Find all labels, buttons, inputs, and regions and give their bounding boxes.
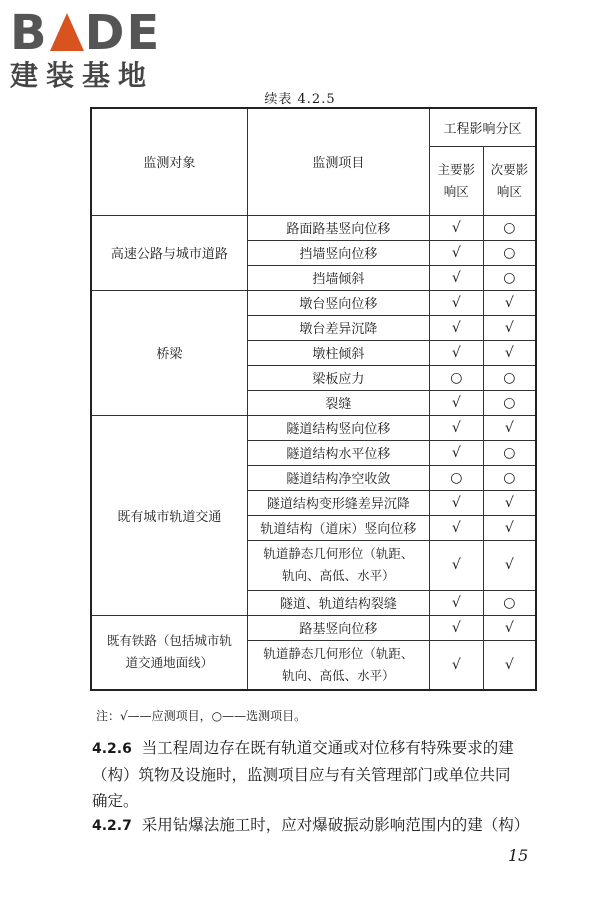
header-object: 监测对象 <box>91 108 247 215</box>
item-cell: 挡墙倾斜 <box>247 265 429 290</box>
logo-wordmark: B DE <box>10 5 162 61</box>
clause-number: 4.2.6 <box>92 741 132 757</box>
secondary-mark: √ <box>483 615 536 640</box>
header-secondary-zone: 次要影 响区 <box>483 146 536 215</box>
monitoring-table <box>90 107 537 691</box>
item-cell: 轨道静态几何形位（轨距、 轨向、高低、水平） <box>247 640 429 690</box>
paragraph-4-2-6: 4.2.6 当工程周边存在既有轨道交通或对位移有特殊要求的建 （构）筑物及设施时，监测项目应与有关管理部门或单位共同 确定。 <box>92 739 514 810</box>
main-mark: √ <box>429 240 483 265</box>
main-mark: √ <box>429 215 483 240</box>
item-cell: 路面路基竖向位移 <box>247 215 429 240</box>
item-cell: 墩柱倾斜 <box>247 340 429 365</box>
secondary-mark: √ <box>483 540 536 590</box>
secondary-mark: √ <box>483 515 536 540</box>
item-cell: 轨道结构（道床）竖向位移 <box>247 515 429 540</box>
secondary-mark: ○ <box>483 465 536 490</box>
main-mark: √ <box>429 590 483 615</box>
main-mark: √ <box>429 640 483 690</box>
logo-subtitle: 建装基地 <box>10 59 155 92</box>
item-cell: 轨道静态几何形位（轨距、 轨向、高低、水平） <box>247 540 429 590</box>
main-mark: √ <box>429 265 483 290</box>
table-caption: 续表 4.2.5 <box>264 92 336 107</box>
main-mark: √ <box>429 315 483 340</box>
item-cell: 梁板应力 <box>247 365 429 390</box>
main-mark: √ <box>429 290 483 315</box>
main-mark: √ <box>429 440 483 465</box>
page-number: 15 <box>508 846 529 865</box>
secondary-mark: √ <box>483 490 536 515</box>
secondary-mark: ○ <box>483 440 536 465</box>
clause-number: 4.2.7 <box>92 818 132 834</box>
main-mark: √ <box>429 340 483 365</box>
secondary-mark: √ <box>483 340 536 365</box>
item-cell: 墩台差异沉降 <box>247 315 429 340</box>
main-mark: ○ <box>429 365 483 390</box>
item-cell: 隧道结构变形缝差异沉降 <box>247 490 429 515</box>
item-cell: 路基竖向位移 <box>247 615 429 640</box>
item-cell: 隧道结构竖向位移 <box>247 415 429 440</box>
header-main-zone: 主要影 响区 <box>429 146 483 215</box>
secondary-mark: ○ <box>483 365 536 390</box>
brand-logo <box>10 5 180 92</box>
logo-triangle-icon <box>50 13 84 51</box>
secondary-mark: √ <box>483 640 536 690</box>
main-mark: √ <box>429 415 483 440</box>
table-note: 注：√——应测项目，○——选测项目。 <box>96 709 307 723</box>
secondary-mark: ○ <box>483 240 536 265</box>
paragraph-4-2-7: 4.2.7 采用钻爆法施工时，应对爆破振动影响范围内的建（构） <box>92 816 530 834</box>
secondary-mark: ○ <box>483 590 536 615</box>
main-mark: √ <box>429 615 483 640</box>
object-cell: 高速公路与城市道路 <box>91 215 247 290</box>
secondary-mark: √ <box>483 290 536 315</box>
main-mark: √ <box>429 390 483 415</box>
object-cell: 桥梁 <box>91 290 247 415</box>
secondary-mark: ○ <box>483 215 536 240</box>
item-cell: 墩台竖向位移 <box>247 290 429 315</box>
item-cell: 隧道结构水平位移 <box>247 440 429 465</box>
item-cell: 隧道结构净空收敛 <box>247 465 429 490</box>
main-mark: √ <box>429 490 483 515</box>
secondary-mark: ○ <box>483 265 536 290</box>
secondary-mark: ○ <box>483 390 536 415</box>
main-mark: ○ <box>429 465 483 490</box>
header-item: 监测项目 <box>247 108 429 215</box>
secondary-mark: √ <box>483 415 536 440</box>
item-cell: 挡墙竖向位移 <box>247 240 429 265</box>
object-cell: 既有铁路（包括城市轨 道交通地面线） <box>91 615 247 690</box>
header-zone: 工程影响分区 <box>429 108 536 146</box>
item-cell: 隧道、轨道结构裂缝 <box>247 590 429 615</box>
secondary-mark: √ <box>483 315 536 340</box>
item-cell: 裂缝 <box>247 390 429 415</box>
object-cell: 既有城市轨道交通 <box>91 415 247 615</box>
main-mark: √ <box>429 540 483 590</box>
main-mark: √ <box>429 515 483 540</box>
